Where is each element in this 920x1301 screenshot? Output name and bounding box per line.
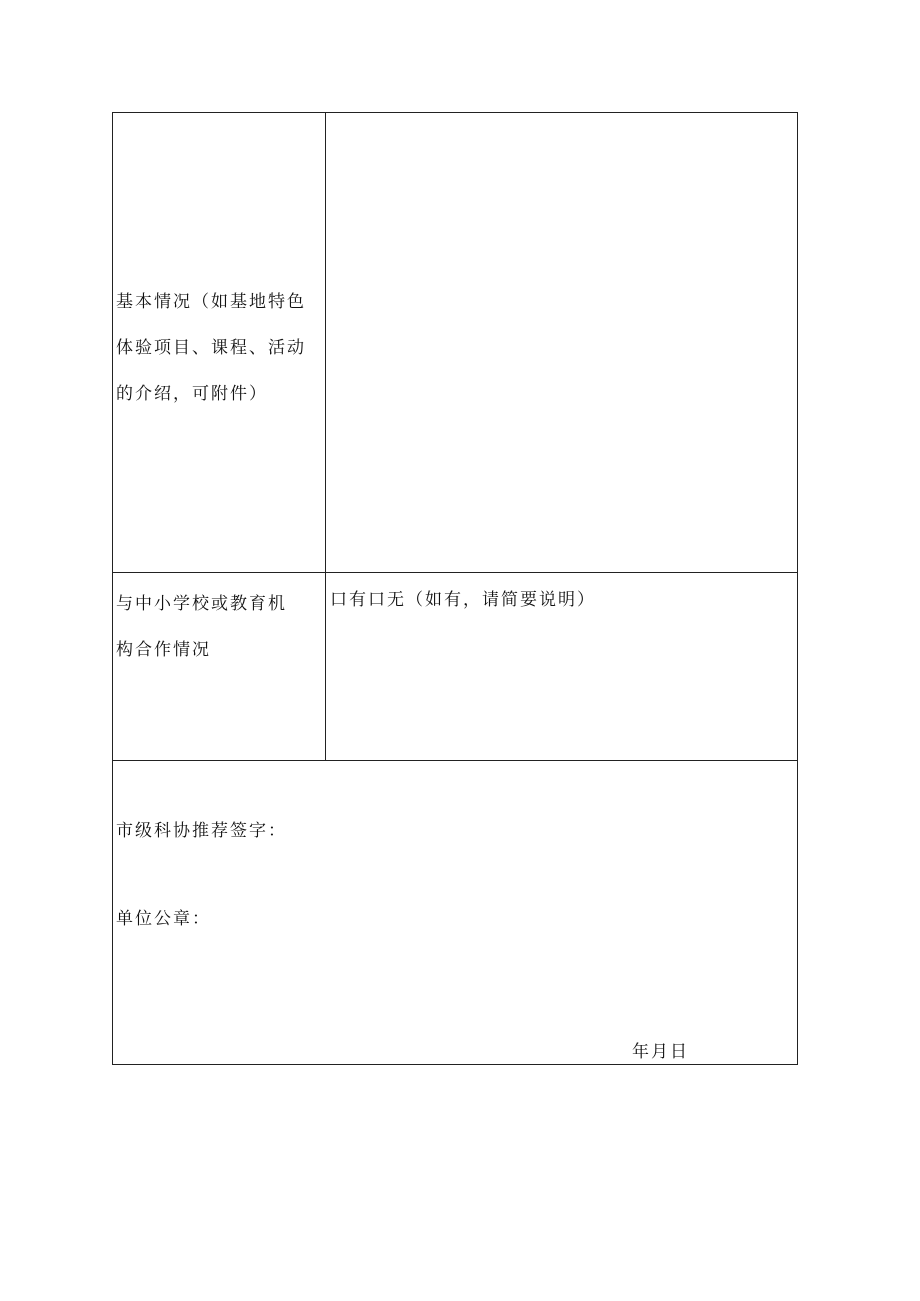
cooperation-row <box>113 573 797 761</box>
unit-seal-label: 单位公章： <box>116 909 211 929</box>
signature-row <box>113 761 797 1064</box>
basic-info-label-line-1: 基本情况（如基地特色 <box>116 292 306 312</box>
date-label: 年月日 <box>632 1042 689 1062</box>
basic-info-label <box>116 279 306 417</box>
recommend-signature-label: 市级科协推荐签字： <box>116 821 287 841</box>
cooperation-options-text: 口有口无（如有，请简要说明） <box>330 590 596 610</box>
cooperation-input-area[interactable] <box>326 573 797 760</box>
basic-info-row <box>113 113 797 573</box>
basic-info-input-area[interactable] <box>326 113 797 572</box>
basic-info-label-line-2: 体验项目、课程、活动 <box>116 338 306 358</box>
cooperation-label <box>116 581 287 673</box>
cooperation-label-line-1: 与中小学校或教育机 <box>116 594 287 614</box>
basic-info-label-line-3: 的介绍，可附件） <box>116 384 268 404</box>
cooperation-label-cell <box>113 573 326 760</box>
cooperation-label-line-2: 构合作情况 <box>116 640 211 660</box>
application-form-table <box>112 112 798 1065</box>
basic-info-label-cell <box>113 113 326 572</box>
